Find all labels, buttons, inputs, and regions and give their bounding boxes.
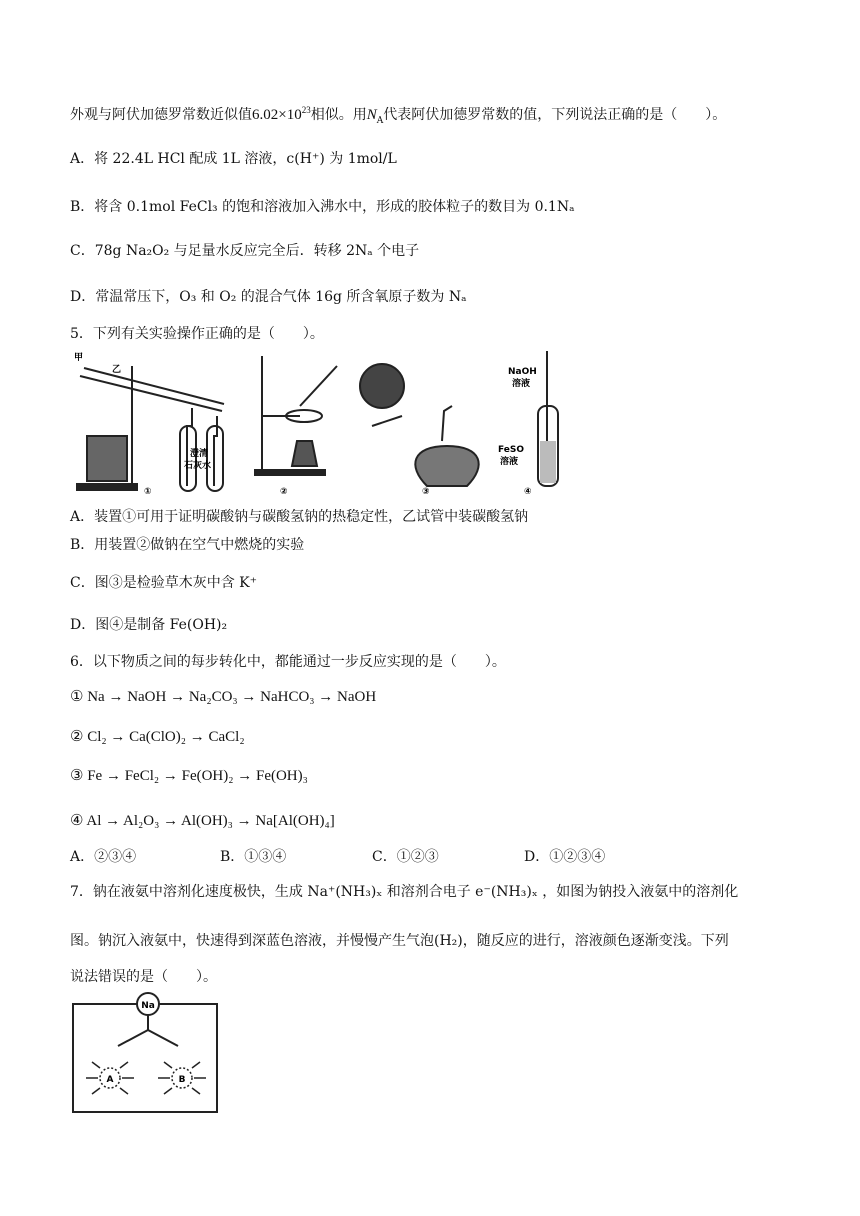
q6-stem: 6．以下物质之间的每步转化中，都能通过一步反应实现的是（ ）。 — [70, 654, 506, 670]
q4-num: 6.02×10 — [252, 107, 302, 123]
q6-option-b: B．①③④ — [220, 849, 287, 865]
q4-avogadro-value — [252, 107, 311, 123]
q4-intro — [70, 104, 726, 126]
q4-option-c: C．78g Na₂O₂ 与足量水反应完全后．转移 2Nₐ 个电子 — [70, 243, 420, 259]
apparatus-3-flame-test — [360, 364, 479, 486]
label-num-3: ③ — [422, 487, 430, 497]
label-feso4-2: 溶液 — [500, 457, 519, 467]
q5-stem: 5．下列有关实验操作正确的是（ ）。 — [70, 326, 324, 342]
label-feso4-1: FeSO — [498, 445, 525, 455]
q5-option-a: A．装置①可用于证明碳酸钠与碳酸氢钠的热稳定性，乙试管中装碳酸氢钠 — [70, 509, 529, 525]
q5-option-d: D．图④是制备 Fe(OH)₂ — [70, 617, 228, 633]
q6-route-4: ④ Al → Al₂O₃ → Al(OH)₃ → Na[Al(OH)₄] — [70, 813, 335, 829]
q4-intro-a: 外观与阿伏加德罗常数近似值 — [70, 107, 252, 123]
q7-line-3: 说法错误的是（ ）。 — [70, 969, 217, 985]
label-a: A — [106, 1075, 114, 1085]
apparatus-4-dropper-tube — [538, 351, 558, 486]
q4-exp: 23 — [301, 105, 311, 115]
q4-na-symbol — [367, 107, 377, 123]
q6-route-2: ② Cl₂ → Ca(ClO)₂ → CaCl₂ — [70, 729, 245, 745]
q4-option-d: D．常温常压下，O₃ 和 O₂ 的混合气体 16g 所含氧原子数为 Nₐ — [70, 289, 467, 305]
q4-intro-c: 代表阿伏加德罗常数的值，下列说法正确的是（ ）。 — [383, 107, 727, 123]
q4-option-a: A．将 22.4L HCl 配成 1L 溶液，c(H⁺) 为 1mol/L — [70, 151, 397, 167]
label-naoh-2: 溶液 — [512, 379, 531, 389]
q6-option-a: A．②③④ — [70, 849, 137, 865]
q4-na-n: N — [366, 107, 377, 123]
label-jia: 甲 — [74, 353, 84, 363]
q7-solvation-figure — [70, 990, 220, 1114]
q6-route-3: ③ Fe → FeCl₂ → Fe(OH)₂ → Fe(OH)₃ — [70, 768, 308, 784]
q4-option-b: B．将含 0.1mol FeCl₃ 的饱和溶液加入沸水中，形成的胶体粒子的数目为 0.1Nₐ — [70, 199, 575, 215]
q7-line-2: 图。钠沉入液氨中，快速得到深蓝色溶液，并慢慢产生气泡(H₂)，随反应的进行，溶液颜色逐渐变浅。下列 — [70, 933, 729, 949]
q7-line-1: 7．钠在液氨中溶剂化速度极快，生成 Na⁺(NH₃)ₓ 和溶剂合电子 e⁻(NH₃)ₓ ，如图为钠投入液氨中的溶剂化 — [70, 884, 739, 900]
label-num-2: ② — [280, 487, 288, 497]
q4-na-sub: A — [376, 115, 384, 126]
label-na: Na — [141, 1001, 155, 1011]
apparatus-1-heating-tube — [77, 366, 224, 491]
label-num-4: ④ — [524, 487, 532, 497]
label-limewater-2: 石灰水 — [184, 461, 212, 471]
label-yi: 乙 — [112, 365, 122, 375]
q5-option-b: B．用装置②做钠在空气中燃烧的实验 — [70, 537, 305, 553]
apparatus-2-crucible-burner — [255, 356, 337, 475]
label-num-1: ① — [144, 487, 152, 497]
label-naoh-1: NaOH — [508, 367, 537, 377]
label-b: B — [178, 1075, 186, 1085]
label-limewater-1: 澄清 — [190, 449, 209, 459]
q6-route-1: ① Na → NaOH → Na₂CO₃ → NaHCO₃ → NaOH — [70, 689, 377, 705]
q4-intro-b: 相似。用 — [310, 107, 367, 123]
q6-option-c: C．①②③ — [372, 849, 439, 865]
q6-option-d: D．①②③④ — [524, 849, 606, 865]
q5-apparatus-figure — [72, 346, 572, 502]
solvation-frame — [73, 1004, 217, 1112]
q5-option-c: C．图③是检验草木灰中含 K⁺ — [70, 575, 258, 591]
